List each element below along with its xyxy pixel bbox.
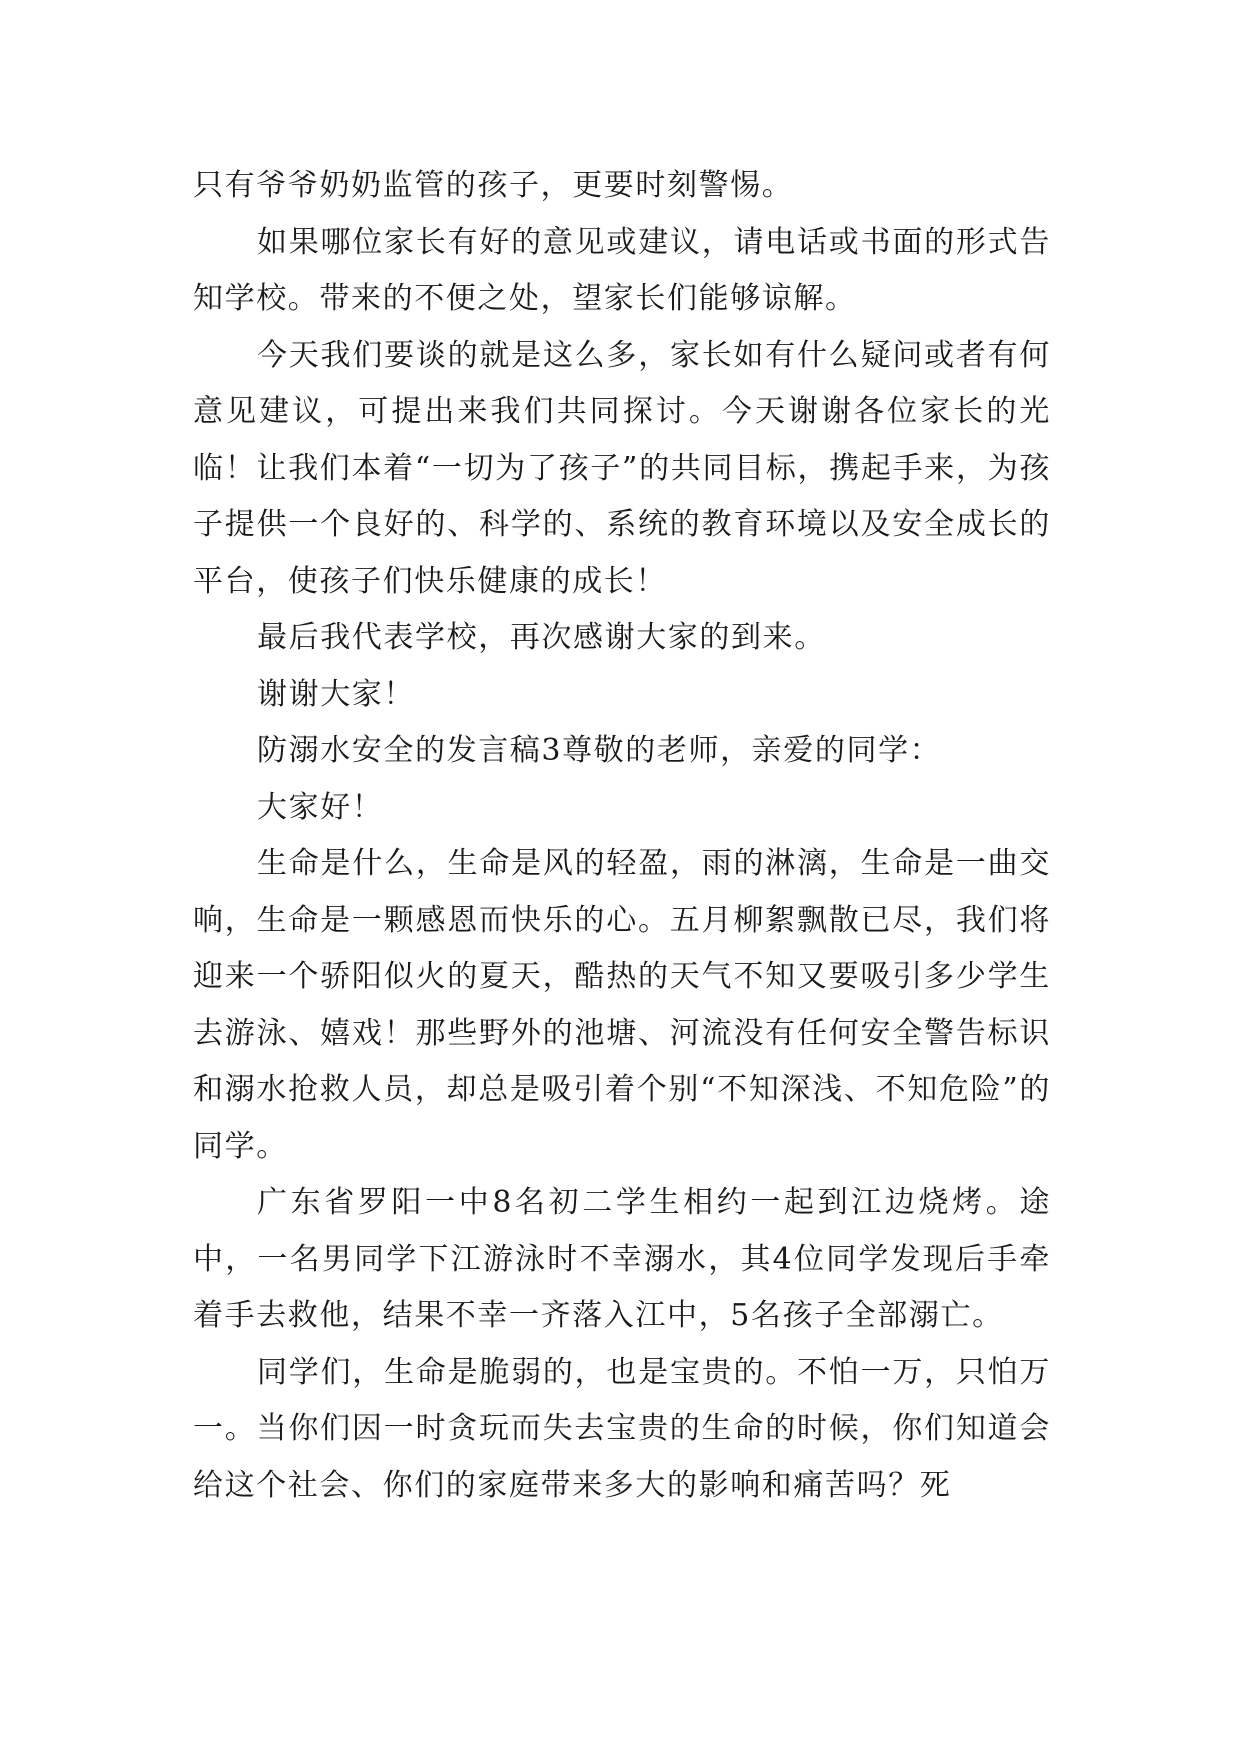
- paragraph-1: 只有爷爷奶奶监管的孩子，更要时刻警惕。: [193, 168, 794, 203]
- document-body: [193, 158, 1051, 1514]
- paragraph-8: 生命是什么，生命是风的轻盈，雨的淋漓，生命是一曲交响，生命是一颗感恩而快乐的心。五月柳絮飘散已尽，我们将迎来一个骄阳似火的夏天，酷热的天气不知又要吸引多少学生去游泳、嬉戏！那些野外的池塘、河流没有任何安全警告标识和溺水抢救人员，却总是吸引着个别“不知深浅、不知危险”的同学。: [193, 846, 1051, 1164]
- paragraph-7: 大家好！: [257, 789, 384, 825]
- paragraph-2: 如果哪位家长有好的意见或建议，请电话或书面的形式告知学校。带来的不便之处，望家长们能够谅解。: [193, 224, 1051, 316]
- paragraph-10: 同学们，生命是脆弱的，也是宝贵的。不怕一万，只怕万一。当你们因一时贪玩而失去宝贵的生命的时候，你们知道会给这个社会、你们的家庭带来多大的影响和痛苦吗？死: [193, 1354, 1051, 1503]
- paragraph-9: 广东省罗阳一中8名初二学生相约一起到江边烧烤。途中，一名男同学下江游泳时不幸溺水，其4位同学发现后手牵着手去救他，结果不幸一齐落入江中，5名孩子全部溺亡。: [193, 1185, 1051, 1333]
- paragraph-4: 最后我代表学校，再次感谢大家的到来。: [257, 620, 826, 655]
- paragraph-6: 防溺水安全的发言稿3尊敬的老师，亲爱的同学：: [257, 733, 942, 768]
- paragraph-3: 今天我们要谈的就是这么多，家长如有什么疑问或者有何意见建议，可提出来我们共同探讨。今天谢谢各位家长的光临！让我们本着“一切为了孩子”的共同目标，携起手来，为孩子提供一个良好的、科学的、系统的教育环境以及安全成长的平台，使孩子们快乐健康的成长！: [193, 337, 1051, 599]
- paragraph-5: 谢谢大家！: [257, 676, 415, 712]
